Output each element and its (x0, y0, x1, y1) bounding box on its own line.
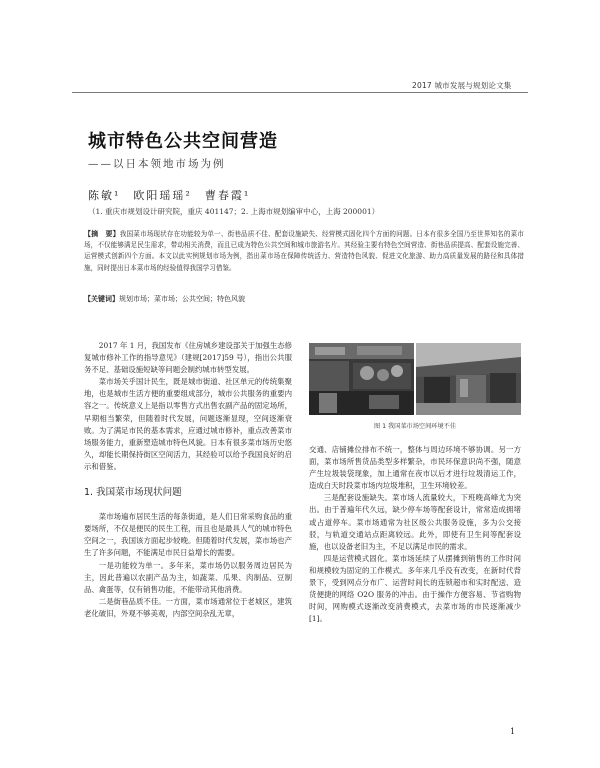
body-column-right (309, 444, 521, 625)
body-paragraph: 菜市场关乎国计民生，既是城市街道、社区单元的传统集聚地，也是城市生活方便的重要组成部分，城市公共服务的重要内容之一。传统意义上是指以零售方式出售农副产品的固定场所，早期相当繁荣，但随着时代发展，问题逐渐显现，空间逐渐衰败。为了满足市民的基本需求，应通过城市修补，重点改善菜市场服务能力，重新塑造城市特色风貌。日本有很多菜市场历史悠久，却能长期保持街区空间活力，其经验可以给予我国良好的启示和借鉴。 (84, 377, 292, 471)
article-subtitle: ——以日本领地市场为例 (88, 158, 226, 170)
body-column-left (84, 340, 292, 620)
abstract-label: 【摘 要】 (84, 230, 120, 238)
market-photo-left-image (309, 343, 414, 415)
running-head: 2017 城市发展与规划论文集 (412, 81, 512, 90)
author-list: 陈敏¹ 欧阳瑶瑶² 曹春霞¹ (88, 189, 251, 202)
market-photo-left (309, 343, 414, 415)
author-affiliation: （1. 重庆市规划设计研究院，重庆 401147；2. 上海市规划编审中心，上海 200001） (88, 207, 380, 216)
figure-caption: 图 1 我国菜市场空间环境不佳 (373, 423, 457, 430)
keywords-text: 规划市场；菜市场；公共空间；特色风貌 (119, 295, 245, 303)
body-paragraph: 二是街巷品质不佳。一方面，菜市场通常位于老城区，建筑老化破旧，外观不够美观，内部空间杂乱无章， (84, 596, 292, 618)
body-paragraph: 2017 年 1 月，我国发布《住房城乡建设部关于加强生态修复城市修补工作的指导意见》（建规[2017]59 号），指出公共服务不足、基础设施短缺等问题会制约城市转型发展。 (84, 341, 292, 375)
body-paragraph: 一是功能较为单一。多年来，菜市场仍以服务周边居民为主，因此普遍以农副产品为主，如蔬菜、瓜果、肉制品、豆制品、禽蛋等，仅有销售功能，不能带动其他消费。 (84, 560, 292, 594)
market-photo-right (416, 343, 521, 415)
header-rule (72, 92, 528, 93)
article-title: 城市特色公共空间营造 (88, 131, 278, 152)
section-heading: 1. 我国菜市场现状问题 (84, 487, 182, 499)
body-paragraph: 三是配套设施缺失。菜市场人流量较大，下班晚高峰尤为突出。由于普遍年代久远，缺少停车场等配套设计，常常造成拥堵或占道停车。菜市场通常为社区级公共服务设施，多为公交接驳，与轨道交通站点距离较远。此外，即使有卫生间等配套设施，也以设备老旧为主，不足以满足市民的需求。 (309, 493, 521, 551)
body-paragraph: 四是运营模式固化。菜市场延续了从摆摊到销售的工作时间和规模较为固定的工作模式。多年来几乎没有改变，在新时代背景下，受到网点分布广、运营时间长的连锁超市和实时配送、造货便捷的网络 O2O 服务的冲击。由于操作方便容易、节省购物时间，网购模式逐渐改变消费模式，去菜市场的市民逐渐减少[1]。 (309, 553, 521, 624)
keywords-label: 【关键词】 (84, 295, 119, 303)
body-paragraph: 菜市场遍布居民生活的每条街道，是人们日常采购食品的重要场所，不仅是便民的民生工程，而且也是最具人气的城市特色空间之一，我国该方面起步较晚。但随着时代发展，菜市场也产生了许多问题，不能满足市民日益增长的需要。 (84, 512, 292, 558)
abstract-text: 我国菜市场现状存在功能较为单一、街巷品质不佳、配套设施缺失、经营模式固化四个方面的问题。日本有很多全国乃至世界知名的菜市场，不仅能够满足民生需求，带动相关消费，而且已成为特色公共空间和城市旅游名片。其经验主要有特色空间营造、街巷品质提高、配套设施完善、运营模式创新四个方面。本文以此实例规划市场为例，指出菜市场在保障传统活力、营造特色风貌、促进文化旅游、助力高质量发展的路径和具体措施，同时提出日本菜市场的经验值得我国学习借鉴。 (84, 230, 524, 272)
body-paragraph: 交通、店铺摊位排布不统一，整体与周边环境不够协调。另一方面，菜市场所售货品类型多样繁杂，市民环保意识尚不强，随意产生垃圾装袋现象，加上通常在夜市以后才进行垃圾清运工作，造成白天时段菜市场内垃圾堆积，卫生环境较差。 (309, 445, 521, 491)
page-number: 1 (510, 727, 516, 736)
figure-1 (309, 343, 521, 415)
keywords (84, 294, 524, 304)
abstract (84, 229, 524, 274)
market-photo-right-image (416, 343, 521, 415)
